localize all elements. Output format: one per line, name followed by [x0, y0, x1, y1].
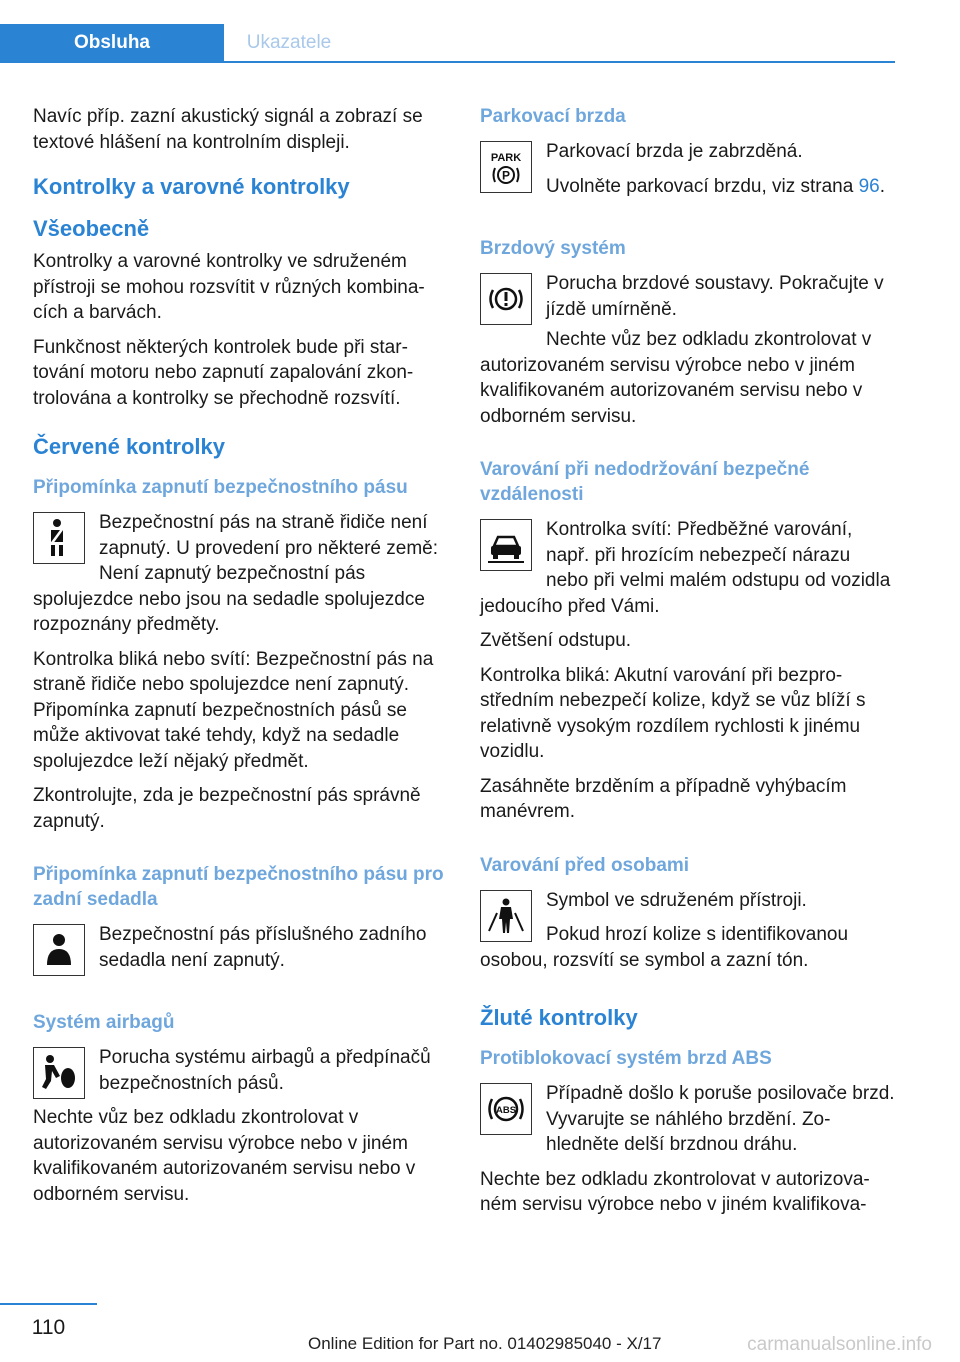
tab-ukazatele[interactable]: Ukazatele: [246, 32, 332, 53]
heading-seatbelt-reminder: Připomínka zapnutí bezpečnostního pásu: [33, 477, 408, 498]
abs-entry: [480, 1081, 895, 1167]
brake-system-entry: [480, 271, 895, 331]
airbag-icon: [33, 1047, 85, 1099]
svg-text:PARK: PARK: [490, 152, 522, 164]
distance-paragraph-3: Kontrolka bliká: Akutní varování při bezpro-středním nebezpečí kolize, když se vůz blíží s relativně vysokým rozdílem rychlosti k jinému vozidlu.: [480, 664, 866, 762]
page-ref-link[interactable]: 96: [858, 175, 880, 197]
seatbelt-paragraph-3: Zkontrolujte, zda je bezpečnostní pás správně zapnutý.: [33, 785, 421, 832]
heading-pedestrian-warning: Varování před osobami: [480, 854, 690, 876]
airbag-paragraph-1: Porucha systému airbagů a předpínačů bezpečnostních pásů.: [99, 1047, 431, 1094]
brake-paragraph-2: Nechte vůz bez odkladu zkontrolovat v autorizovaném servisu výrobce nebo v jiném kvalifikovaném autorizovaném servisu nebo v odborném servisu.: [480, 329, 872, 427]
parking-brake-entry: [480, 139, 895, 208]
pedestrian-paragraph-1: Symbol ve sdruženém přístroji.: [546, 889, 807, 911]
distance-warning-entry: [480, 517, 895, 628]
seatbelt-paragraph-2: Kontrolka bliká nebo svítí: Bezpečnostní pás na straně řidiče nebo spolujezdce není zapnutý. Připomínka zapnutí bezpečnostních pásů se může aktivovat také tehdy, když na sedadle spolujezdce leží nějaký předmět.: [33, 648, 434, 772]
car-front-icon: [480, 519, 532, 571]
heading-airbag: Systém airbagů: [33, 1012, 175, 1033]
distance-paragraph-1: Kontrolka svítí: Předběžné varování, např. při hrozícím nebezpečí nárazu nebo při velmi malém odstupu od vozidla jedoucího před Vámi.: [480, 519, 891, 617]
seatbelt-entry: [33, 510, 453, 647]
svg-text:P: P: [501, 168, 511, 183]
brake-paragraph-1: Porucha brzdové soustavy. Pokračujte v jízdě umírněně.: [546, 273, 884, 320]
airbag-entry: [33, 1045, 453, 1105]
rear-seat-person-icon: [33, 924, 85, 976]
heading-parking-brake: Parkovací brzda: [480, 106, 626, 127]
rear-seatbelt-paragraph: Bezpečnostní pás příslušného zadního sedadla není zapnutý.: [99, 924, 427, 971]
heading-brake-system: Brzdový systém: [480, 238, 626, 259]
page-number: 110: [31, 1316, 66, 1339]
svg-text:ABS: ABS: [495, 1105, 517, 1116]
heading-general: Všeobecně: [33, 216, 150, 241]
abs-icon: [480, 1083, 532, 1135]
airbag-paragraph-2: Nechte vůz bez odkladu zkontrolovat v autorizovaném servisu výrobce nebo v jiném kvalifikovaném autorizovaném servisu nebo v odborném servisu.: [33, 1107, 416, 1205]
rear-seatbelt-entry: [33, 922, 453, 982]
tab-obsluha[interactable]: Obsluha: [0, 24, 224, 61]
page-number-rule: [0, 1303, 97, 1305]
general-paragraph-1: Kontrolky a varovné kontrolky ve sdruženém přístroji se mohou rozsvítit v různých kombina-cích a barvách.: [33, 251, 425, 323]
parking-brake-paragraph-1: Parkovací brzda je zabrzděná.: [546, 141, 803, 162]
abs-paragraph-2: Nechte bez odkladu zkontrolovat v autorizova-ném servisu výrobce nebo v jiném kvalifikova-: [480, 1168, 870, 1215]
general-paragraph-2: Funkčnost některých kontrolek bude při star-tování motoru nebo zapnutí zapalování zkon-trolována a kontrolky se přechodně rozsvítí.: [33, 336, 414, 409]
edition-footer: Online Edition for Part no. 01402985040 - X/17: [308, 1334, 662, 1353]
parking-brake-paragraph-2: Uvolněte parkovací brzdu, viz strana 96.: [546, 175, 886, 197]
left-column: [33, 104, 453, 1216]
pedestrian-paragraph-2: Pokud hrozí kolize s identifikovanou osobou, rozsvítí se symbol a zazní tón.: [480, 924, 849, 971]
pedestrian-warning-entry: [480, 888, 895, 983]
watermark: carmanualsonline.info: [747, 1334, 932, 1355]
right-column: [480, 104, 895, 1227]
heading-rear-seatbelt: Připomínka zapnutí bezpečnostního pásu pro zadní sedadla: [33, 864, 444, 910]
abs-paragraph-1: Případně došlo k poruše posilovače brzd. Vyvarujte se náhlého brzdění. Zo-hledněte delší brzdnou dráhu.: [546, 1083, 895, 1155]
heading-yellow-lights: Žluté kontrolky: [480, 1005, 638, 1030]
intro-text: Navíc příp. zazní akustický signál a zobrazí se textové hlášení na kontrolním displeji.: [33, 106, 423, 153]
brake-warning-icon: [480, 273, 532, 325]
heading-red-lights: Červené kontrolky: [33, 434, 225, 459]
heading-warning-lights: Kontrolky a varovné kontrolky: [33, 174, 350, 199]
chapter-tab-bar: [0, 24, 895, 63]
heading-abs: Protiblokovací systém brzd ABS: [480, 1048, 772, 1069]
pedestrian-icon: [480, 890, 532, 942]
distance-paragraph-4: Zasáhněte brzděním a případně vyhýbacím manévrem.: [480, 775, 847, 822]
seatbelt-paragraph-1: Bezpečnostní pás na straně řidiče není zapnutý. U provedení pro některé země: Není zapnutý bezpečnostní pás spolujezdce nebo jsou na sedadle spolujezdce rozpoznány předměty.: [33, 512, 439, 635]
seatbelt-icon: [33, 512, 85, 564]
heading-distance-warning: Varování při nedodržování bezpečné vzdálenosti: [480, 459, 810, 505]
distance-paragraph-2: Zvětšení odstupu.: [480, 630, 632, 651]
parking-brake-icon: [480, 141, 532, 193]
